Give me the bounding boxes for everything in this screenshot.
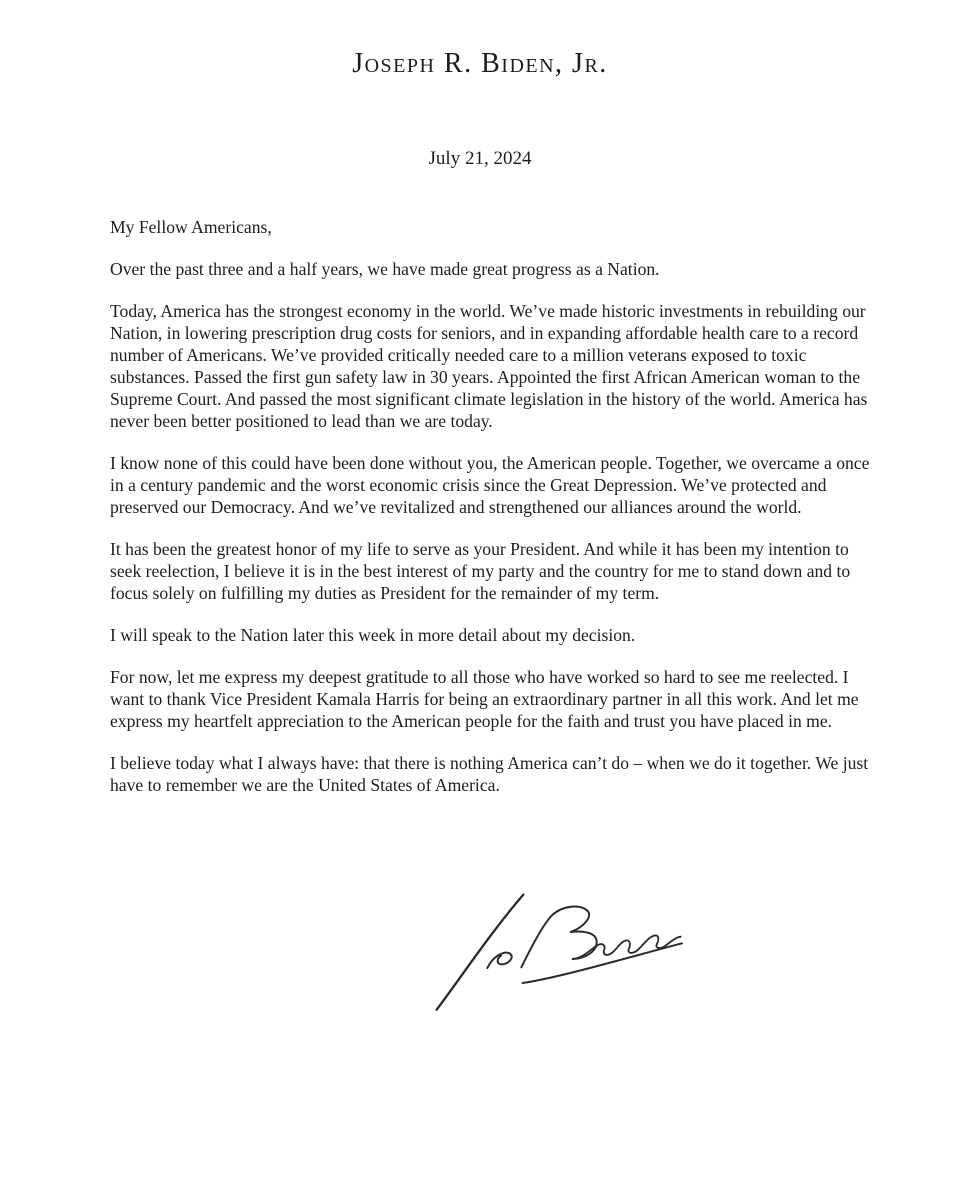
letter-paragraph: Over the past three and a half years, we have made great progress as a Nation.: [110, 259, 660, 279]
letter-paragraph: It has been the greatest honor of my life to serve as your President. And while it has been my intention to seek reelection, I believe it is in the best interest of my party and the country for me to stand down and to focus solely on fulfilling my duties as President for the remainder of my term.: [110, 539, 851, 603]
letter-paragraph: For now, let me express my deepest gratitude to all those who have worked so hard to see me reelected. I want to thank Vice President Kamala Harris for being an extraordinary partner in all this work. And let me express my heartfelt appreciation to the American people for the faith and trust you have placed in me.: [110, 667, 859, 731]
letterhead-name: Joseph R. Biden, Jr.: [352, 48, 608, 79]
signature-joe-biden: [380, 888, 730, 1033]
salutation: My Fellow Americans,: [110, 217, 272, 237]
signature-ink-icon: [380, 888, 730, 1033]
letter-paragraph: Today, America has the strongest economy in the world. We’ve made historic investments in rebuilding our Nation, in lowering prescription drug costs for seniors, and in expanding affordable health care to a record number of Americans. We’ve provided critically needed care to a million veterans exposed to toxic substances. Passed the first gun safety law in 30 years. Appointed the first African American woman to the Supreme Court. And passed the most significant climate legislation in the history of the world. America has never been better positioned to lead than we are today.: [110, 301, 868, 431]
letter-paragraph: I believe today what I always have: that there is nothing America can’t do – when we do it together. We just have to remember we are the United States of America.: [110, 753, 869, 795]
letter-paragraph: I know none of this could have been done without you, the American people. Together, we overcame a once in a century pandemic and the worst economic crisis since the Great Depression. We’ve protected and preserved our Democracy. And we’ve revitalized and strengthened our alliances around the world.: [110, 453, 870, 517]
letter-paragraph: I will speak to the Nation later this week in more detail about my decision.: [110, 625, 636, 645]
letter-body: [0, 216, 960, 796]
letter-date: July 21, 2024: [428, 148, 532, 169]
